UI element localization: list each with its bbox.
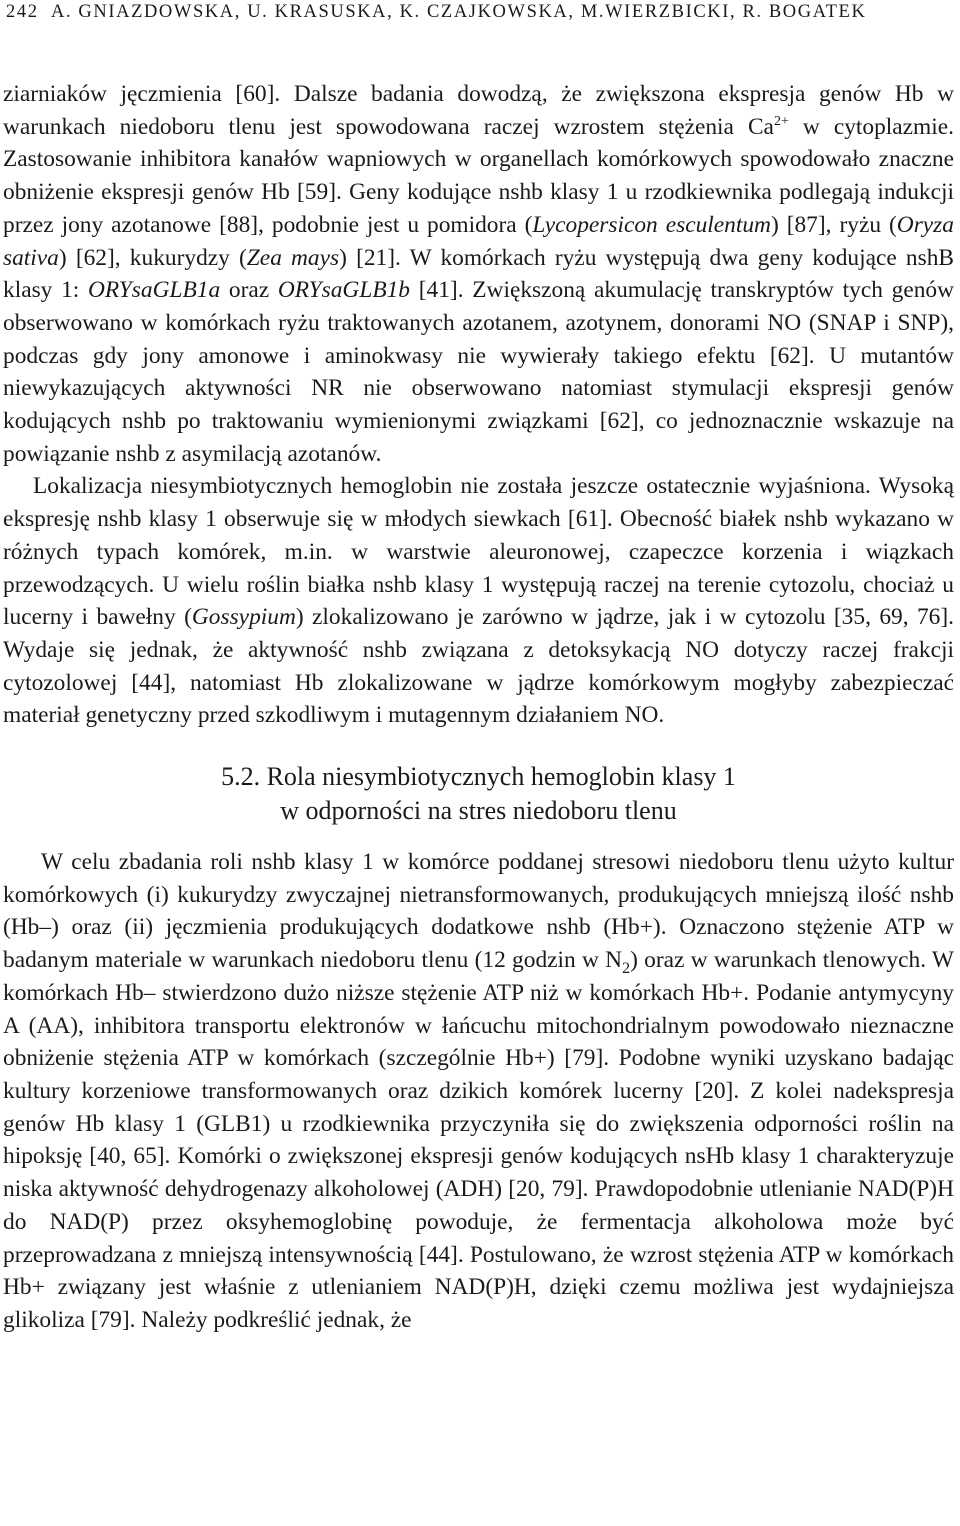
paragraph-3 [3,846,954,1337]
text-run: oraz [220,277,278,304]
paragraph-1 [3,78,954,470]
text-run: ) [21]. W komórkach ryżu występują dwa geny kodujące nshB klasy 1: [3,244,954,304]
text-run: W celu zbadania roli nshb klasy 1 w komórce poddanej stresowi niedoboru tlenu użyto kultur komórkowych (i) kukurydzy zwyczajnej nietransformowanych, produkujących mniejszą ilość nshb (Hb–) oraz (ii) jęczmienia produkujących dodatkowe nshb (Hb+). Oznaczono stężenie ATP w badanym materiale w warunkach niedoboru tlenu (12 godzin w N [3,849,954,974]
nitrogen-subscript: 2 [622,960,631,978]
species-name: Zea mays [246,244,340,271]
gene-name: ORYsaGLB1a [88,277,221,304]
gene-name: ORYsaGLB1b [277,277,411,304]
page-number: 242 [6,2,39,22]
text-run: [41]. Zwiększoną akumulację transkryptów tych genów obserwowano w komórkach ryżu traktowanych azotanem, azotynem, donorami NO (SNAP i SNP), podczas gdy jony amonowe i aminokwasy nie wywierały takiego efektu [62]. U mutantów niewykazujących aktywności NR nie obserwowano natomiast stymulacji ekspresji genów kodujących nshb po traktowaniu wymienionymi związkami [62], co jednoznacznie wskazuje na powiązanie nshb z asymilacją azotanów. [3,277,955,467]
species-name: Oryza sativa [3,211,954,271]
species-name: Gossypium [191,604,296,631]
text-run: Lokalizacja niesymbiotycznych hemoglobin nie została jeszcze ostatecznie wyjaśniona. Wysoką ekspresję nshb klasy 1 obserwuje się w młodych siewkach [61]. Obecność białek nshb wykazano w różnych typach komórek, m.in. w warstwie aleuronowej, czapeczce korzenia i wiązkach przewodzących. U wielu roślin białka nshb klasy 1 występują raczej na terenie cytozolu, chociaż u lucerny i bawełny ( [3,473,954,631]
text-run: ) [62], kukurydzy ( [58,244,247,271]
section-heading-line-2: w odporności na stres niedoboru tlenu [280,796,677,826]
text-run: ) oraz w warunkach tlenowych. W komórkach Hb– stwierdzono dużo niższe stężenie ATP niż w komórkach Hb+. Podanie antymycyny A (AA), inhibitora transportu elektronów w łańcuchu mitochondrialnym powodowało nieznaczne obniżenie stężenia ATP w komórkach (szczególnie Hb+) [79]. Podobne wyniki uzyskano badając kultury korzeniowe transformowanych oraz dzikich komórek lucerny [20]. Z kolei nadekspresja genów Hb klasy 1 (GLB1) u rzodkiewnika przyczyniła się do zwiększenia odporności roślin na hipoksję [40, 65]. Komórki o zwiększonej ekspresji genów kodujących nsHb klasy 1 charakteryzuje niska aktywność dehydrogenazy alkoholowej (ADH) [20, 79]. Prawdopodobnie utlenianie NAD(P)H do NAD(P) przez oksyhemoglobinę powoduje, że fermentacja alkoholowa może być przeprowadzana z mniejszą intensywnością [44]. Postulowano, że wzrost stężenia ATP w komórkach Hb+ związany jest właśnie z utlenianiem NAD(P)H, dzięki czemu możliwa jest wydajniejsza glikoliza [79]. Należy podkreślić jednak, że [3,947,954,1333]
paragraph-2 [3,470,954,732]
text-run: w cytoplazmie. Zastosowanie inhibitora kanałów wapniowych w organellach komórkowych spowodowało znaczne obniżenie ekspresji genów Hb [59]. Geny kodujące nshb klasy 1 u rzodkiewnika podlegają indukcji przez jony azotanowe [88], podobnie jest u pomidora ( [3,113,954,238]
text-run: ) [87], ryżu ( [770,211,897,238]
header-authors: A. GNIAZDOWSKA, U. KRASUSKA, K. CZAJKOWSKA, M.WIERZBICKI, R. BOGATEK [51,2,867,22]
section-heading [3,760,954,828]
text-run: ) zlokalizowano je zarówno w jądrze, jak i w cytozolu [35, 69, 76]. Wydaje się jednak, że aktywność nshb związana z detoksykacją NO dotyczy raczej frakcji cytozolowej [44], natomiast Hb zlokalizowane w jądrze komórkowym mogłyby zabezpieczać materiał genetyczny przed szkodliwym i mutagennym działaniem NO. [3,604,954,729]
page-body [3,78,954,1337]
calcium-charge-superscript: 2+ [773,113,789,129]
running-header [6,0,946,24]
section-heading-line-1: 5.2. Rola niesymbiotycznych hemoglobin klasy 1 [221,762,736,792]
text-run: ziarniaków jęczmienia [60]. Dalsze badania dowodzą, że zwiększona ekspresja genów Hb w warunkach niedoboru tlenu jest spowodowana raczej wzrostem stężenia Ca [3,81,954,140]
species-name: Lycopersicon esculentum [532,211,771,238]
